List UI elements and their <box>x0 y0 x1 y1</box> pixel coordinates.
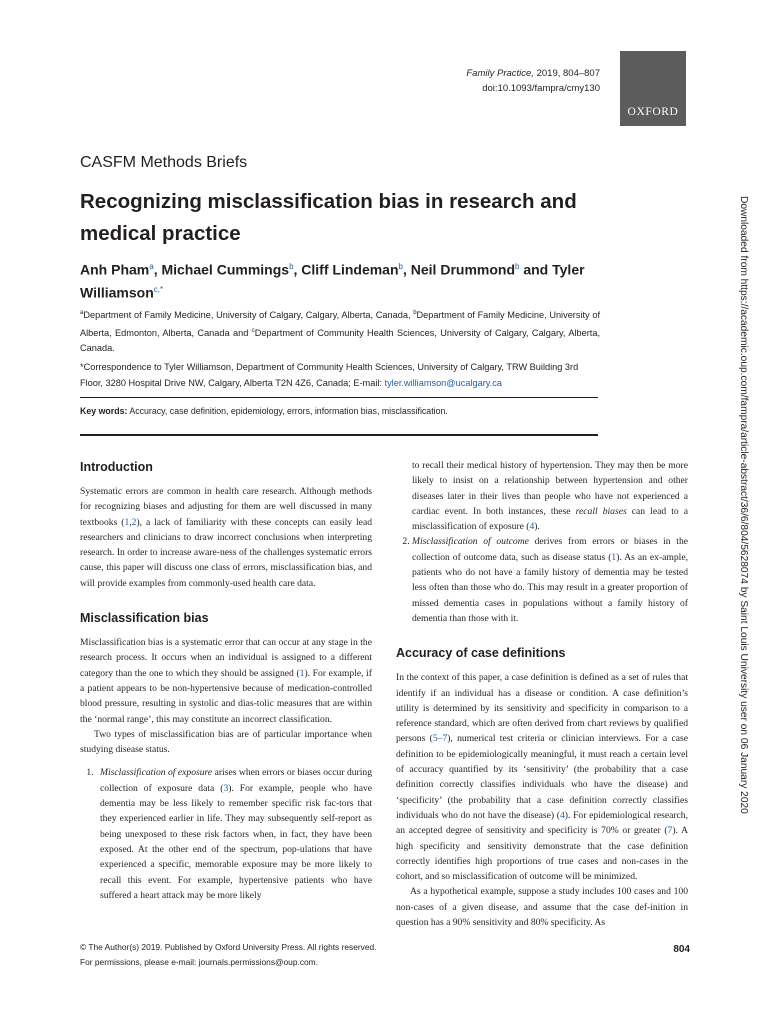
page-number: 804 <box>673 944 690 955</box>
author-name[interactable]: Anh Pham <box>80 261 150 278</box>
author-separator: , <box>153 261 162 278</box>
paragraph <box>396 670 688 884</box>
paragraph <box>80 635 372 727</box>
reference-link[interactable]: 4 <box>559 809 565 821</box>
paragraph-text: ). For example, if a patient appears to be non-hypertensive because of medication-controlled blood pressure, resulting in systolic and dias-tolic measures that are within the ‘normal range’, this may constitute an incorrect classification. <box>80 667 372 725</box>
affiliation-text: Department of Family Medicine, University of Alberta, Edmonton, Alberta, Canada and <box>80 310 600 338</box>
correspondence-text: *Correspondence to Tyler Williamson, Department of Community Health Sciences, University of Calgary, TRW Building 3rd Floor, 3280 Hospital Drive NW, Calgary, Alberta T2N 4Z6, Canada; E-mail: <box>80 362 579 388</box>
list-item-term: Misclassification of outcome <box>412 536 529 548</box>
left-column <box>80 458 372 903</box>
author-name[interactable]: Tyler Williamson <box>80 261 585 301</box>
list-item-term: Misclassification of exposure <box>100 767 213 779</box>
list-item-text: can lead to a misclassification of exposure ( <box>412 505 688 533</box>
oxford-logo-text: OXFORD <box>627 106 679 118</box>
list-item-text: to recall their medical history of hypertension. They may then be more likely to insist on a relationship between hypertension and other diseases later in their lives than people who have not experienced a cardiac event. In both instances, these <box>412 460 688 517</box>
author-separator: , <box>293 261 302 278</box>
list-item-text: arises when errors or biases occur during collection of exposure data ( <box>100 767 373 794</box>
journal-name: Family Practice, <box>466 68 534 79</box>
affiliations <box>80 306 600 357</box>
keywords <box>80 406 600 416</box>
author-affiliation-mark[interactable]: a <box>149 262 154 271</box>
list-item-text: ). As an ex-ample, patients who do not have a family history of dementia may be tested less often than those who do. This may result in a greater proportion of missed dementia cases in populations without a family history of dementia than those with it. <box>412 551 688 624</box>
section-label: CASFM Methods Briefs <box>80 154 248 171</box>
list-item-term: recall biases <box>575 505 627 517</box>
section-heading-introduction: Introduction <box>80 460 153 474</box>
list-item <box>96 765 372 903</box>
reference-link[interactable]: 7 <box>667 825 673 837</box>
author-separator: , <box>402 261 411 278</box>
section-heading-accuracy-of-case-definitions: Accuracy of case definitions <box>396 646 566 661</box>
affiliation-text: Department of Family Medicine, University of Calgary, Calgary, Alberta, Canada, <box>83 310 414 321</box>
reference-link[interactable]: 4 <box>529 521 535 533</box>
reference-link[interactable]: 3 <box>223 782 229 794</box>
divider <box>80 434 598 436</box>
doi[interactable]: doi:10.1093/fampra/cmy130 <box>482 83 600 94</box>
journal-volume-pages: 2019, 804–807 <box>533 68 600 79</box>
paragraph-text: Misclassification bias is a systematic error that can occur at any stage in the research process. It occurs when an individual is assigned to a different category than the one to which they should be assigned ( <box>80 637 372 679</box>
affiliation-mark: a <box>80 310 84 316</box>
paragraph: As a hypothetical example, suppose a study includes 100 cases and 100 non-cases of a given disease, and assume that the case def-inition in question has a 90% sensitivity and 80% specificity. As <box>396 886 688 929</box>
list-item <box>412 534 688 626</box>
author-affiliation-mark[interactable]: c,* <box>153 284 164 294</box>
journal-citation <box>420 66 600 96</box>
affiliation-mark: b <box>413 310 417 316</box>
author-affiliation-mark[interactable]: b <box>289 262 294 271</box>
paragraph-text: ), numerical test criteria or clinician interviews. For a case definition to be epidemiologically meaningful, it must reach a certain level of accuracy quantified by its ‘sensitivity’ (the probability that a case definition correctly classifies individuals who have the disease) and ‘specificity’ (the probability that a case definition correctly classifies individuals who do not have the disease) ( <box>396 733 688 821</box>
oxford-logo <box>620 51 686 126</box>
download-watermark-text: Downloaded from https://academic.oup.com/fampra/article-abstract/36/6/804/5628074 by Saint Louis University user on 06 January 2020 <box>738 196 749 814</box>
paragraph-text: ), a lack of familiarity with these concepts can easily lead researchers and clinicians to draw incorrect conclusions when interpreting research. In order to increase aware-ness of the challenges systematic errors cause, this paper will discuss one class of errors, misclassification bias, and will provide examples from commonly-used health care data. <box>80 516 372 589</box>
paragraph <box>80 484 372 591</box>
list-item-text: ). <box>534 521 540 533</box>
paragraph-text: In the context of this paper, a case definition is defined as a set of rules that identify if an individual has a disease or condition. A case definition’s utility is determined by its sensitivity and specificity in comparison to a reference standard, which are often derived from chart reviews by qualified persons ( <box>396 672 688 745</box>
author-name[interactable]: Cliff Lindeman <box>301 261 399 278</box>
misclassification-types-list <box>396 534 688 626</box>
article-title: Recognizing misclassification bias in research and medical practice <box>80 190 577 245</box>
right-column <box>396 458 688 930</box>
paragraph-text: , <box>129 516 132 528</box>
correspondence <box>80 360 600 391</box>
reference-link[interactable]: 5–7 <box>432 733 448 745</box>
author-separator: and <box>519 261 553 278</box>
author-name[interactable]: Neil Drummond <box>410 261 515 278</box>
paragraph-text: ). A high specificity and sensitivity demonstrate that the case definition correctly identifies high proportions of true cases and non-cases in the cohort, and so misclassification of outcome will be minimized. <box>396 825 689 883</box>
footer-copyright <box>80 940 376 970</box>
correspondence-email-link[interactable]: tyler.williamson@ucalgary.ca <box>384 377 502 388</box>
permissions-line: For permissions, please e-mail: journals.permissions@oup.com. <box>80 957 318 967</box>
list-item-continuation <box>396 458 688 534</box>
keywords-text: Accuracy, case definition, epidemiology, errors, information bias, misclassification. <box>127 406 448 416</box>
list-item-text: ). For example, people who have dementia may be less likely to remember specific risk fac-tors that they experienced earlier in life. They may subsequently self-report as being unexposed to these risk factors when, in fact, they have been exposed. At the other end of the spectrum, pop-ulations that have experienced a specific, memorable exposure may be more likely to recall this event. For example, hypertensive patients who have suffered a heart attack may be more likely <box>100 782 373 901</box>
author-affiliation-mark[interactable]: b <box>398 262 403 271</box>
reference-link[interactable]: 1 <box>611 551 617 563</box>
divider <box>80 397 598 398</box>
section-heading-misclassification-bias: Misclassification bias <box>80 611 209 626</box>
keywords-label: Key words: <box>80 406 128 416</box>
misclassification-types-list <box>80 765 372 903</box>
copyright-line: © The Author(s) 2019. Published by Oxford University Press. All rights reserved. <box>80 942 377 952</box>
reference-link[interactable]: 1 <box>124 516 130 528</box>
reference-link[interactable]: 2 <box>131 516 137 528</box>
paragraph-text: Systematic errors are common in health care research. Although methods for recognizing biases and adjusting for them are well discussed in many textbooks ( <box>80 486 372 528</box>
affiliation-mark: c <box>251 327 255 334</box>
author-name[interactable]: Michael Cummings <box>161 261 290 278</box>
reference-link[interactable]: 1 <box>299 667 305 679</box>
author-affiliation-mark[interactable]: b <box>515 262 520 271</box>
download-watermark <box>733 196 749 976</box>
paragraph: Two types of misclassification bias are of particular importance when studying disease status. <box>80 728 372 756</box>
paragraph-text: ). For epidemiological research, an accepted degree of sensitivity and specificity is 70% or greater ( <box>396 809 688 837</box>
affiliation-text: Department of Community Health Sciences, University of Calgary, Calgary, Alberta, Canada. <box>80 327 601 354</box>
list-item-text: derives from errors or biases in the collection of outcome data, such as disease status ( <box>412 536 688 563</box>
author-list <box>80 257 600 302</box>
